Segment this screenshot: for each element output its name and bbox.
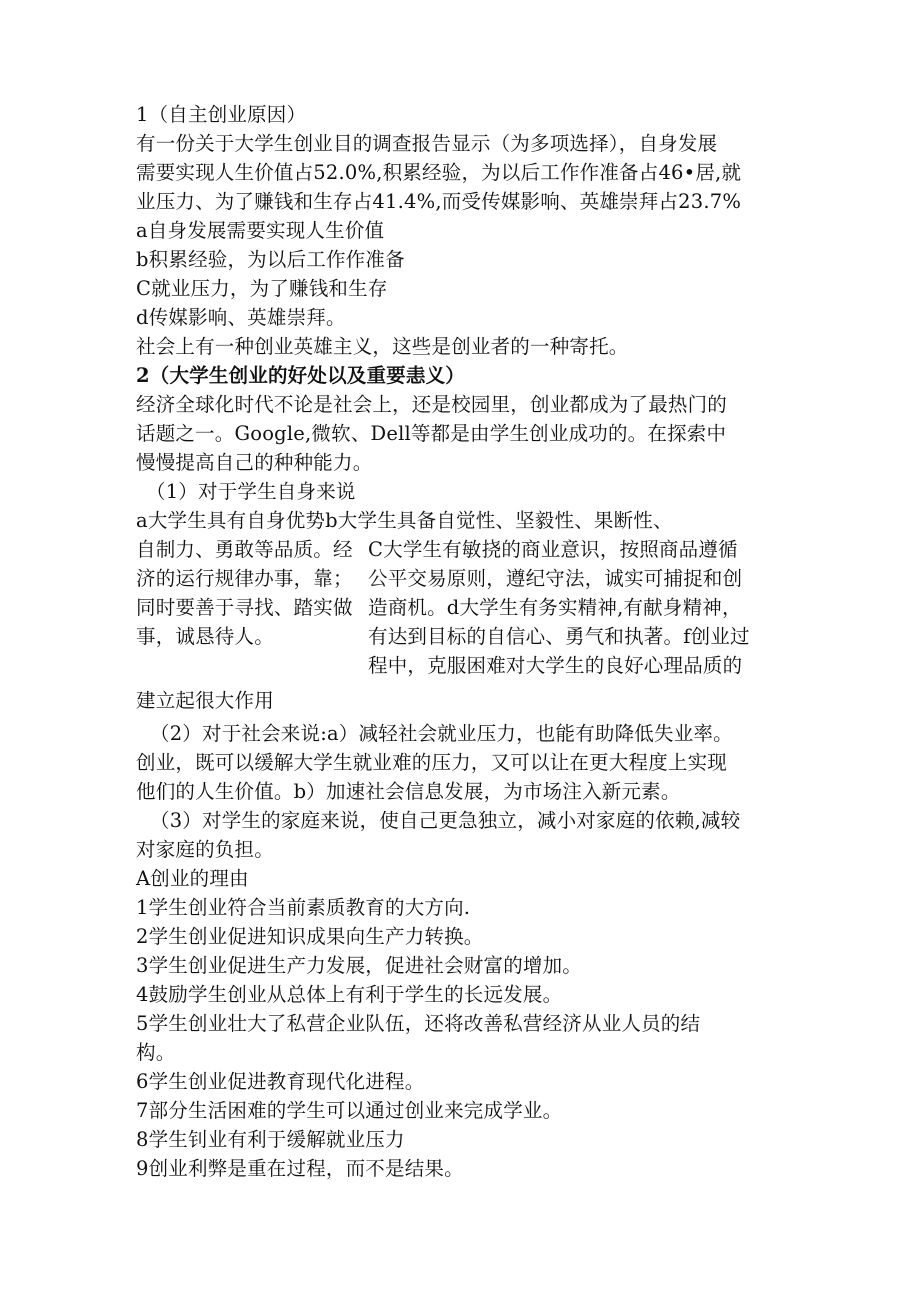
section2-heading: 2（大学生创业的好处以及重要恚义） bbox=[136, 364, 465, 387]
column-line: 同时要善于寻找、踏实做 bbox=[136, 596, 353, 619]
paragraph-line: （2）对于社会来说:a）减轻社会就业压力，也能有助降低失业率。 bbox=[150, 722, 733, 745]
reasons-heading: A创业的理由 bbox=[136, 867, 249, 890]
paragraph-line: 业压力、为了赚钱和生存占41.4%,而受传媒影响、英雄崇拜占23.7% bbox=[136, 190, 742, 213]
right-column bbox=[368, 535, 796, 680]
column-line: 有达到目标的自信心、勇气和执著。f创业过 bbox=[368, 625, 750, 648]
subsection-heading: （1）对于学生自身来说 bbox=[146, 480, 356, 503]
list-item: d传媒影响、英雄崇拜。 bbox=[136, 306, 346, 329]
column-line: 自制力、勇敢等品质。经 bbox=[136, 538, 353, 561]
column-line: C大学生有敏挠的商业意识，按照商品遵循 bbox=[368, 538, 738, 561]
reason-item: 4鼓励学生创业从总体上有利于学生的长远发展。 bbox=[136, 983, 563, 1006]
reason-item: 7部分生活困难的学生可以通过创业来完成学业。 bbox=[136, 1099, 563, 1122]
column-line: 程中，克服困难对大学生的良好心理品质的 bbox=[368, 654, 743, 677]
paragraph-line: a大学生具有自身优势b大学生具备自觉性、坚毅性、果断性、 bbox=[136, 509, 673, 532]
paragraph-line: 社会上有一种创业英雄主义，这些是创业者的一种寄托。 bbox=[136, 335, 629, 358]
column-line: 造商机。d大学生有务实精神,有献身精神， bbox=[368, 596, 742, 619]
paragraph-line: 对家庭的负担。 bbox=[136, 838, 274, 861]
reason-item: 6学生创业促进教育现代化进程。 bbox=[136, 1070, 425, 1093]
column-line: 济的运行规律办事，靠； bbox=[136, 567, 353, 590]
reason-item: 9创业利弊是重在过程，而不是结果。 bbox=[136, 1157, 464, 1180]
section1-heading: 1（自主创业原因） bbox=[136, 103, 307, 126]
paragraph-line: 他们的人生价值。b）加速社会信息发展，为市场注入新元素。 bbox=[136, 780, 681, 803]
paragraph-line: 有一份关于大学生创业目的调查报告显示（为多项选择），自身发展 bbox=[136, 132, 718, 155]
paragraph-line: 创业，既可以缓解大学生就业难的压力，又可以让在更大程度上实现 bbox=[136, 751, 728, 774]
two-column-block bbox=[136, 535, 796, 680]
list-item: C就业压力，为了赚钱和生存 bbox=[136, 277, 388, 300]
paragraph-line: 需要实现人生价值占52.0%,积累经验，为以后工作作准备占46•居,就 bbox=[136, 161, 742, 184]
list-item: b积累经验，为以后工作作准备 bbox=[136, 248, 405, 271]
paragraph-line: 建立起很大作用 bbox=[136, 689, 274, 712]
column-line: 事，诚恳待人。 bbox=[136, 625, 274, 648]
reason-item: 1学生创业符合当前素质教育的大方向. bbox=[136, 896, 471, 919]
list-item: a自身发展需要实现人生价值 bbox=[136, 219, 385, 242]
paragraph-line: 经济全球化时代不论是社会上，还是校园里，创业都成为了最热门的 bbox=[136, 393, 728, 416]
reason-item: 2学生创业促进知识成果向生产力转换。 bbox=[136, 925, 484, 948]
reason-item: 3学生创业促进生产力发展，促进社会财富的增加。 bbox=[136, 954, 583, 977]
left-column bbox=[136, 535, 368, 651]
paragraph-line: 话题之一。Google,微软、Dell等都是由学生创业成功的。在探索中 bbox=[136, 422, 727, 445]
reason-item: 构。 bbox=[136, 1041, 176, 1064]
column-line: 公平交易原则，遵纪守法，诚实可捕捉和创 bbox=[368, 567, 743, 590]
reason-item: 5学生创业壮大了私营企业队伍，还将改善私营经济从业人员的结 bbox=[136, 1012, 701, 1035]
reason-item: 8学生钊业有利于缓解就业压力 bbox=[136, 1128, 405, 1151]
paragraph-line: 慢慢提高自己的种种能力。 bbox=[136, 451, 373, 474]
paragraph-line: （3）对学生的家庭来说，使自己更急独立，减小对家庭的依赖,减较 bbox=[150, 809, 741, 832]
document-page bbox=[136, 100, 796, 1183]
